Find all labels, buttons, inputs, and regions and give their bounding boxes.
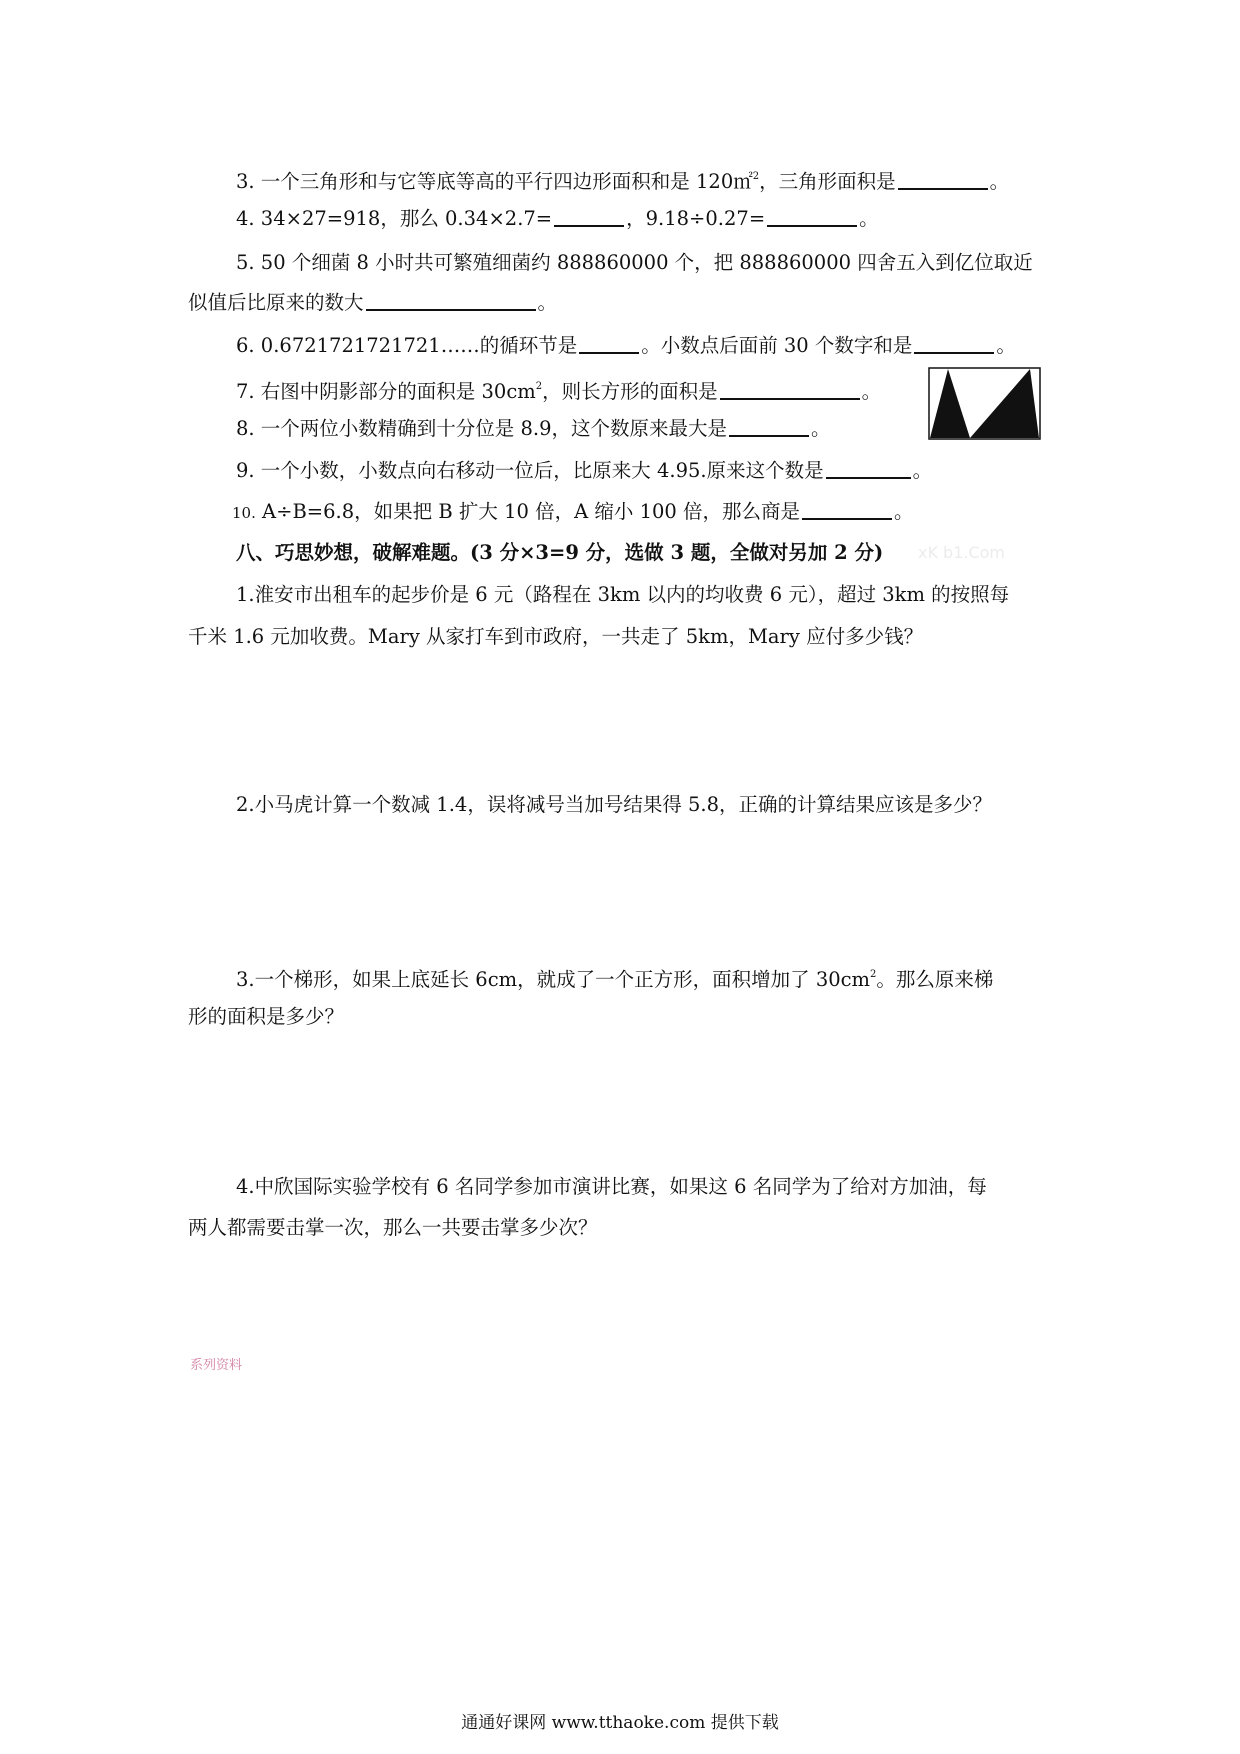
question-6 [236, 333, 1016, 359]
problem-4-line-2 [188, 1215, 598, 1241]
problem-1-line-2 [188, 624, 923, 650]
question-3 [236, 164, 1009, 195]
problem-3-line-1 [236, 962, 993, 993]
question-8 [236, 416, 831, 442]
watermark: xK b1.Com [918, 543, 1006, 562]
q5-end: 。 [537, 291, 558, 314]
section-8-heading [236, 540, 883, 566]
q9-answer-blank[interactable] [826, 459, 911, 479]
q4-answer-blank-2[interactable] [767, 207, 857, 227]
question-10 [232, 499, 914, 526]
q9-end: 。 [912, 459, 933, 482]
q5-answer-blank[interactable] [366, 291, 536, 311]
q4-end: 。 [859, 207, 879, 230]
q8-answer-blank[interactable] [729, 417, 809, 437]
section-8-heading-text: 八、巧思妙想，破解难题。(3 分×3=9 分，选做 3 题，全做对另加 2 分) [236, 541, 884, 564]
q10-answer-blank[interactable] [802, 500, 892, 520]
problem-4-line-1-text: 4.中欣国际实验学校有 6 名同学参加市演讲比赛，如果这 6 名同学为了给对方加油，每 [236, 1175, 987, 1198]
q4-text: 4. 34×27=918，那么 0.34×2.7= [236, 207, 553, 230]
series-materials-link[interactable]: 系列资料 [190, 1358, 243, 1373]
q3-answer-blank[interactable] [898, 170, 988, 190]
q4-text-b: ，9.18÷0.27= [626, 207, 766, 230]
q4-answer-blank-1[interactable] [554, 207, 624, 227]
q7-end: 。 [861, 380, 882, 403]
q7-superscript: 2 [535, 381, 543, 392]
q8-text: 8. 一个两位小数精确到十分位是 8.9，这个数原来最大是 [236, 417, 728, 440]
q7-text-b: ，则长方形的面积是 [542, 380, 718, 403]
question-4 [236, 206, 879, 232]
q6-text: 6. 0.6721721721721……的循环节是 [236, 334, 578, 357]
q3-text: 3. 一个三角形和与它等底等高的平行四边形面积和是 120㎡ [236, 170, 753, 193]
q3-text-b: ，三角形面积是 [759, 170, 896, 193]
question-9 [236, 458, 932, 484]
problem-2 [236, 792, 992, 818]
problem-1-line-2-text: 千米 1.6 元加收费。Mary 从家打车到市政府，一共走了 5km，Mary 应付多少钱？ [188, 625, 924, 648]
q10-text: A÷B=6.8，如果把 B 扩大 10 倍，A 缩小 100 倍，那么商是 [255, 500, 800, 523]
q10-end: 。 [894, 500, 914, 523]
q8-end: 。 [811, 417, 831, 440]
problem-3-line-1-text-b: 。那么原来梯 [876, 968, 994, 991]
problem-1-line-1-text: 1.淮安市出租车的起步价是 6 元（路程在 3km 以内的均收费 6 元），超过 3km 的按照每 [236, 583, 1010, 606]
question-7 [236, 374, 881, 405]
q6-answer-blank-2[interactable] [914, 334, 994, 354]
problem-3-line-1-text: 3.一个梯形，如果上底延长 6cm，就成了一个正方形，面积增加了 30cm [236, 968, 871, 991]
problem-3-line-2-text: 形的面积是多少？ [188, 1005, 345, 1028]
q3-end: 。 [989, 170, 1010, 193]
question-5-line-1 [236, 250, 1033, 276]
question-5-line-2 [188, 290, 557, 316]
q9-text: 9. 一个小数，小数点向右移动一位后，比原来大 4.95.原来这个数是 [236, 459, 824, 482]
q7-answer-blank[interactable] [720, 380, 860, 400]
q6-answer-blank-1[interactable] [579, 334, 639, 354]
problem-2-text: 2.小马虎计算一个数减 1.4，误将减号当加号结果得 5.8，正确的计算结果应该是多少？ [236, 793, 993, 816]
q5-line-2-text: 似值后比原来的数大 [188, 291, 364, 314]
problem-3-line-2 [188, 1004, 344, 1030]
problem-1-line-1 [236, 582, 1009, 608]
q6-end: 。 [996, 334, 1016, 357]
problem-4-line-1 [236, 1174, 987, 1200]
q10-number: 10. [232, 504, 256, 522]
q3-superscript: 2 [752, 171, 760, 182]
problem-4-line-2-text: 两人都需要击掌一次，那么一共要击掌多少次？ [188, 1216, 598, 1239]
shaded-triangles-figure [928, 367, 1041, 440]
q5-line-1-text: 5. 50 个细菌 8 小时共可繁殖细菌约 888860000 个，把 888860000 四舍五入到亿位取近 [236, 251, 1033, 274]
page-footer: 通通好课网 www.tthaoke.com 提供下载 [461, 1713, 779, 1733]
q6-text-b: 。小数点后面前 30 个数字和是 [641, 334, 913, 357]
q7-text: 7. 右图中阴影部分的面积是 30cm [236, 380, 536, 403]
problem-3-superscript: 2 [870, 969, 877, 980]
